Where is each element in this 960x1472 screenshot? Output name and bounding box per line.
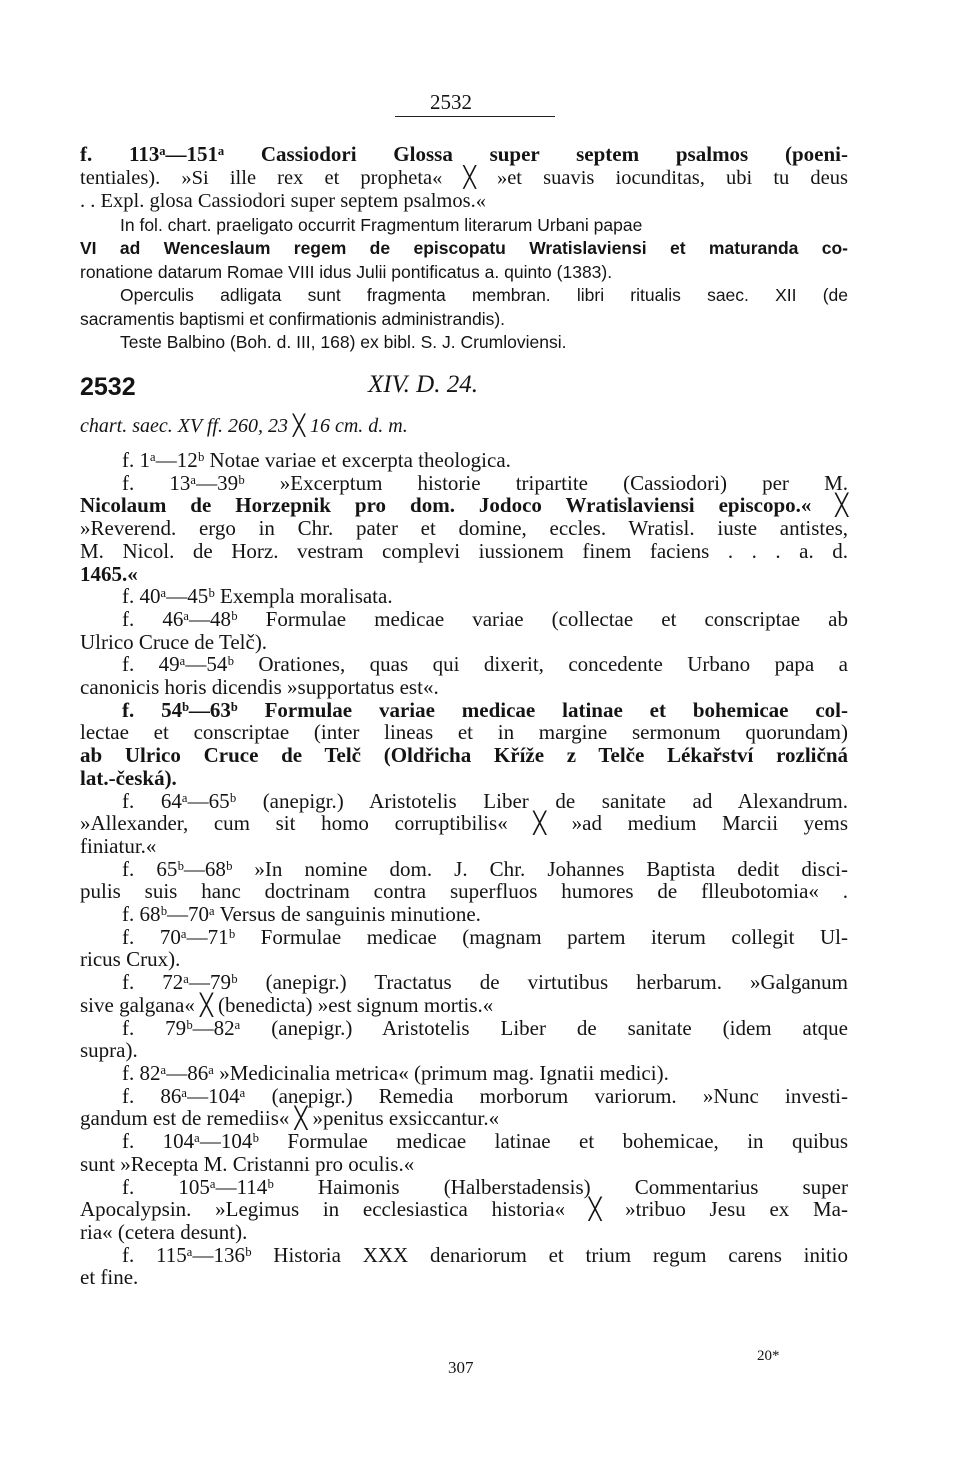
prev-line: VI ad Wenceslaum regem de episcopatu Wratislaviensi et maturanda co- bbox=[80, 238, 848, 258]
content-line: 1465.« bbox=[80, 561, 138, 586]
content-line: f. 104ᵃ—104ᵇ Formulae medicae latinae et bohemicae, in quibus bbox=[122, 1129, 848, 1154]
signature-mark: 20* bbox=[757, 1348, 780, 1364]
prev-line: In fol. chart. praeligato occurrit Fragmentum literarum Urbani papae bbox=[120, 214, 643, 235]
content-line: f. 70ᵃ—71ᵇ Formulae medicae (magnam partem iterum collegit Ul- bbox=[122, 924, 848, 949]
content-line: lectae et conscriptae (inter lineas et in margine sermonum quorundam) bbox=[80, 720, 848, 745]
content-line: Ulrico Cruce de Telč). bbox=[80, 629, 268, 654]
header-rule bbox=[395, 116, 555, 117]
content-line: f. 105ᵃ—114ᵇ Haimonis (Halberstadensis) Commentarius super bbox=[122, 1174, 848, 1199]
content-line: f. 82ᵃ—86ᵃ »Medicinalia metrica« (primum mag. Ignatii medici). bbox=[122, 1060, 669, 1085]
content-line: f. 49ᵃ—54ᵇ Orationes, quas qui dixerit, concedente Urbano papa a bbox=[122, 652, 848, 677]
content-line: f. 64ᵃ—65ᵇ (anepigr.) Aristotelis Liber de sanitate ad Alexandrum. bbox=[122, 788, 848, 813]
content-line: f. 65ᵇ—68ᵇ »In nomine dom. J. Chr. Johannes Baptista dedit disci- bbox=[122, 856, 848, 881]
content-line: f. 68ᵇ—70ᵃ Versus de sanguinis minutione. bbox=[122, 902, 481, 927]
content-line: f. 86ᵃ—104ᵃ (anepigr.) Remedia morborum variorum. »Nunc investi- bbox=[122, 1083, 848, 1108]
content-line: f. 13ᵃ—39ᵇ »Excerptum historie tripartite (Cassiodori) per M. bbox=[122, 470, 848, 495]
content-line: M. Nicol. de Horz. vestram complevi iussionem finem faciens . . . a. d. bbox=[80, 538, 848, 563]
content-line: finiatur.« bbox=[80, 833, 157, 858]
prev-line: Operculis adligata sunt fragmenta membran. libri ritualis saec. XII (de bbox=[120, 285, 848, 305]
running-page-number: 2532 bbox=[430, 90, 472, 114]
content-line: pulis suis hanc doctrinam contra superfluos humores de flleubotomia« . bbox=[80, 879, 848, 904]
content-line: f. 79ᵇ—82ᵃ (anepigr.) Aristotelis Liber de sanitate (idem atque bbox=[122, 1015, 848, 1040]
content-line: Nicolaum de Horzepnik pro dom. Jodoco Wratislaviensi episcopo.« ╳ bbox=[80, 493, 848, 518]
shelfmark: XIV. D. 24. bbox=[368, 371, 478, 398]
content-line: f. 46ᵃ—48ᵇ Formulae medicae variae (collectae et conscriptae ab bbox=[122, 606, 848, 631]
content-line: f. 1ᵃ—12ᵇ Notae variae et excerpta theologica. bbox=[122, 448, 511, 472]
prev-line: Teste Balbino (Boh. d. III, 168) ex bibl. S. J. Crumloviensi. bbox=[120, 332, 567, 352]
prev-line: . . Expl. glosa Cassiodori super septem psalmos.« bbox=[80, 190, 486, 212]
prev-line: tentiales). »Si ille rex et propheta« ╳ »et suavis iocunditas, ubi tu deus bbox=[80, 166, 848, 189]
content-line: f. 54ᵇ—63ᵇ Formulae variae medicae latinae et bohemicae col- bbox=[122, 697, 848, 722]
codex-description: chart. saec. XV ff. 260, 23 ╳ 16 cm. d. m. bbox=[80, 415, 408, 437]
content-line: f. 40ᵃ—45ᵇ Exempla moralisata. bbox=[122, 584, 393, 609]
prev-line: sacramentis baptismi et confirmationis administrandis). bbox=[80, 308, 506, 329]
content-line: canonicis horis dicendis »supportatus est«. bbox=[80, 675, 439, 700]
content-line: »Allexander, cum sit homo corruptibilis« ╳ »ad medium Marcii yems bbox=[80, 811, 848, 836]
content-line: f. 72ᵃ—79ᵇ (anepigr.) Tractatus de virtutibus herbarum. »Galganum bbox=[122, 970, 848, 995]
content-line: gandum est de remediis« ╳ »penitus exsiccantur.« bbox=[80, 1106, 500, 1131]
content-line: f. 115ᵃ—136ᵇ Historia XXX denariorum et trium regum carens initio bbox=[122, 1242, 848, 1267]
content-line: ab Ulrico Cruce de Telč (Oldřicha Kříže z Telče Lékařství rozličná bbox=[80, 743, 848, 768]
contents-list bbox=[80, 449, 848, 1289]
content-line: sive galgana« ╳ (benedicta) »est signum mortis.« bbox=[80, 992, 494, 1017]
content-line: »Reverend. ergo in Chr. pater et domine, eccles. Wratisl. iuste antistes, bbox=[80, 516, 848, 541]
entry-number: 2532 bbox=[80, 373, 136, 401]
content-line: sunt »Recepta M. Cristanni pro oculis.« bbox=[80, 1151, 415, 1176]
prev-line: f. 113ᵃ—151ᵃ Cassiodori Glossa super septem psalmos (poeni- bbox=[80, 142, 848, 166]
content-line: ria« (cetera desunt). bbox=[80, 1219, 248, 1244]
content-line: lat.-česká). bbox=[80, 765, 177, 790]
footer-page-number: 307 bbox=[448, 1358, 474, 1377]
previous-entry bbox=[80, 143, 848, 355]
content-line: ricus Crux). bbox=[80, 947, 181, 972]
content-line: supra). bbox=[80, 1038, 138, 1063]
prev-line: ronatione datarum Romae VIII idus Julii pontificatus a. quinto (1383). bbox=[80, 261, 613, 282]
content-line: et fine. bbox=[80, 1265, 139, 1290]
content-line: Apocalypsin. »Legimus in ecclesiastica historia« ╳ »tribuo Jesu ex Ma- bbox=[80, 1197, 848, 1222]
